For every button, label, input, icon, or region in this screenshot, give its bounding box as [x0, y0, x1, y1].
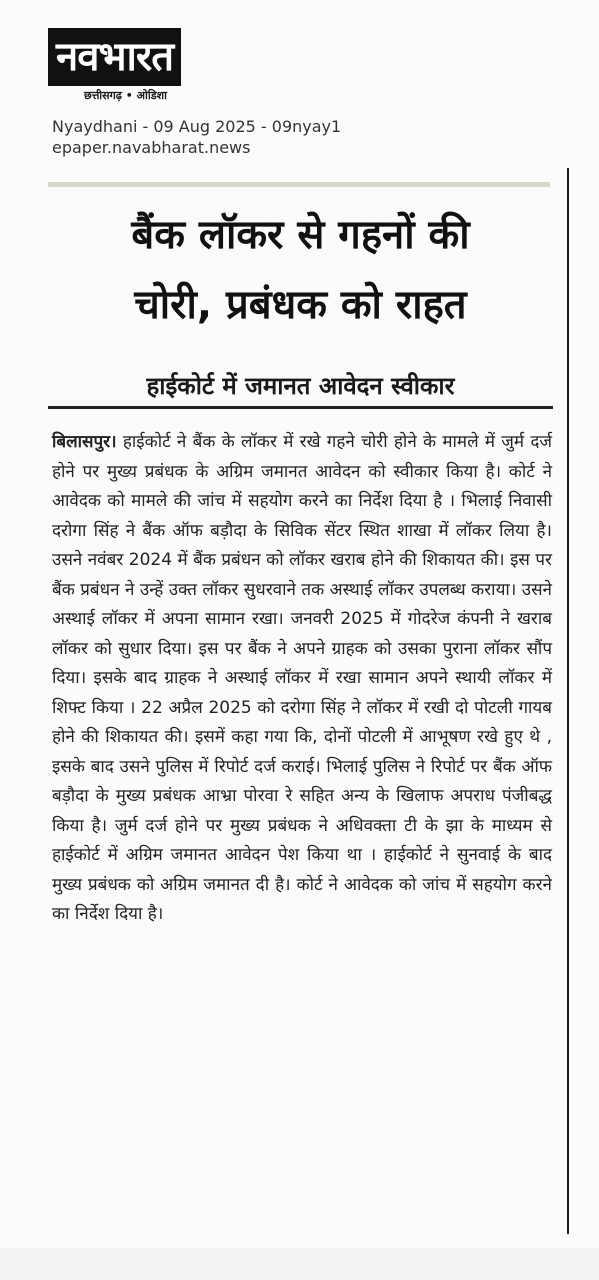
masthead-subline: छत्तीसगढ़ • ओडिशा	[84, 89, 167, 102]
column-rule	[567, 168, 569, 1234]
edition-line: Nyaydhani - 09 Aug 2025 - 09nyay1	[52, 117, 342, 136]
bottom-bar	[0, 1248, 599, 1280]
edition-meta	[52, 116, 341, 158]
dateline: बिलासपुर।	[52, 432, 117, 452]
masthead	[48, 28, 278, 103]
headline-line-2: चोरी, प्रबंधक को राहत	[134, 282, 467, 328]
headline-line-1: बैंक लॉकर से गहनों की	[131, 212, 470, 258]
headline	[48, 200, 553, 340]
article-body	[52, 428, 552, 930]
article-text: हाईकोर्ट ने बैंक के लॉकर में रखे गहने चोरी होने के मामले में जुर्म दर्ज होने पर मुख्य प्रबंधक के अग्रिम जमानत आवेदन को स्वीकार किया है। कोर्ट ने आवेदक को मामले की जांच में सहयोग करने का निर्देश दिया है । भिलाई निवासी दरोगा सिंह ने बैंक ऑफ बड़ौदा के सिविक सेंटर स्थित शाखा में लॉकर लिया है। उसने नवंबर 2024 में बैंक प्रबंधन को लॉकर खराब होने की शिकायत की। इस पर बैंक प्रबंधन ने उन्हें उक्त लॉकर सुधरवाने तक अस्थाई लॉकर उपलब्ध कराया। उसने अस्थाई लॉकर में अपना सामान रखा। जनवरी 2025 में गोदरेज कंपनी ने खराब लॉकर को सुधार दिया। इस पर बैंक ने अपने ग्राहक को उसका पुराना लॉकर सौंप दिया। इसके बाद ग्राहक ने अस्थाई लॉकर में रखा सामान अपने स्थायी लॉकर में शिफ्ट किया । 22 अप्रैल 2025 को दरोगा सिंह ने लॉकर में रखी दो पोटली गायब होने की शिकायत की। इसमें कहा गया कि, दोनों पोटली में आभूषण रखे हुए थे , इसके बाद उसने पुलिस में रिपोर्ट दर्ज कराई। भिलाई पुलिस ने रिपोर्ट पर बैंक ऑफ बड़ौदा के मुख्य प्रबंधक आभ्रा पोरवा रे सहित अन्य के खिलाफ अपराध पंजीबद्ध किया है। जुर्म दर्ज होने पर मुख्य प्रबंधक ने अधिवक्ता टी के झा के माध्यम से हाईकोर्ट में अग्रिम जमानत आवेदन पेश किया था । हाईकोर्ट ने सुनवाई के बाद मुख्य प्रबंधक को अग्रिम जमानत दी है। कोर्ट ने आवेदक को जांच में सहयोग करने का निर्देश दिया है।	[52, 432, 552, 924]
top-divider	[48, 182, 550, 187]
newspaper-logo: नवभारत	[48, 28, 181, 86]
site-url: epaper.navabharat.news	[52, 138, 251, 157]
subheadline: हाईकोर्ट में जमानत आवेदन स्वीकार	[48, 368, 553, 409]
